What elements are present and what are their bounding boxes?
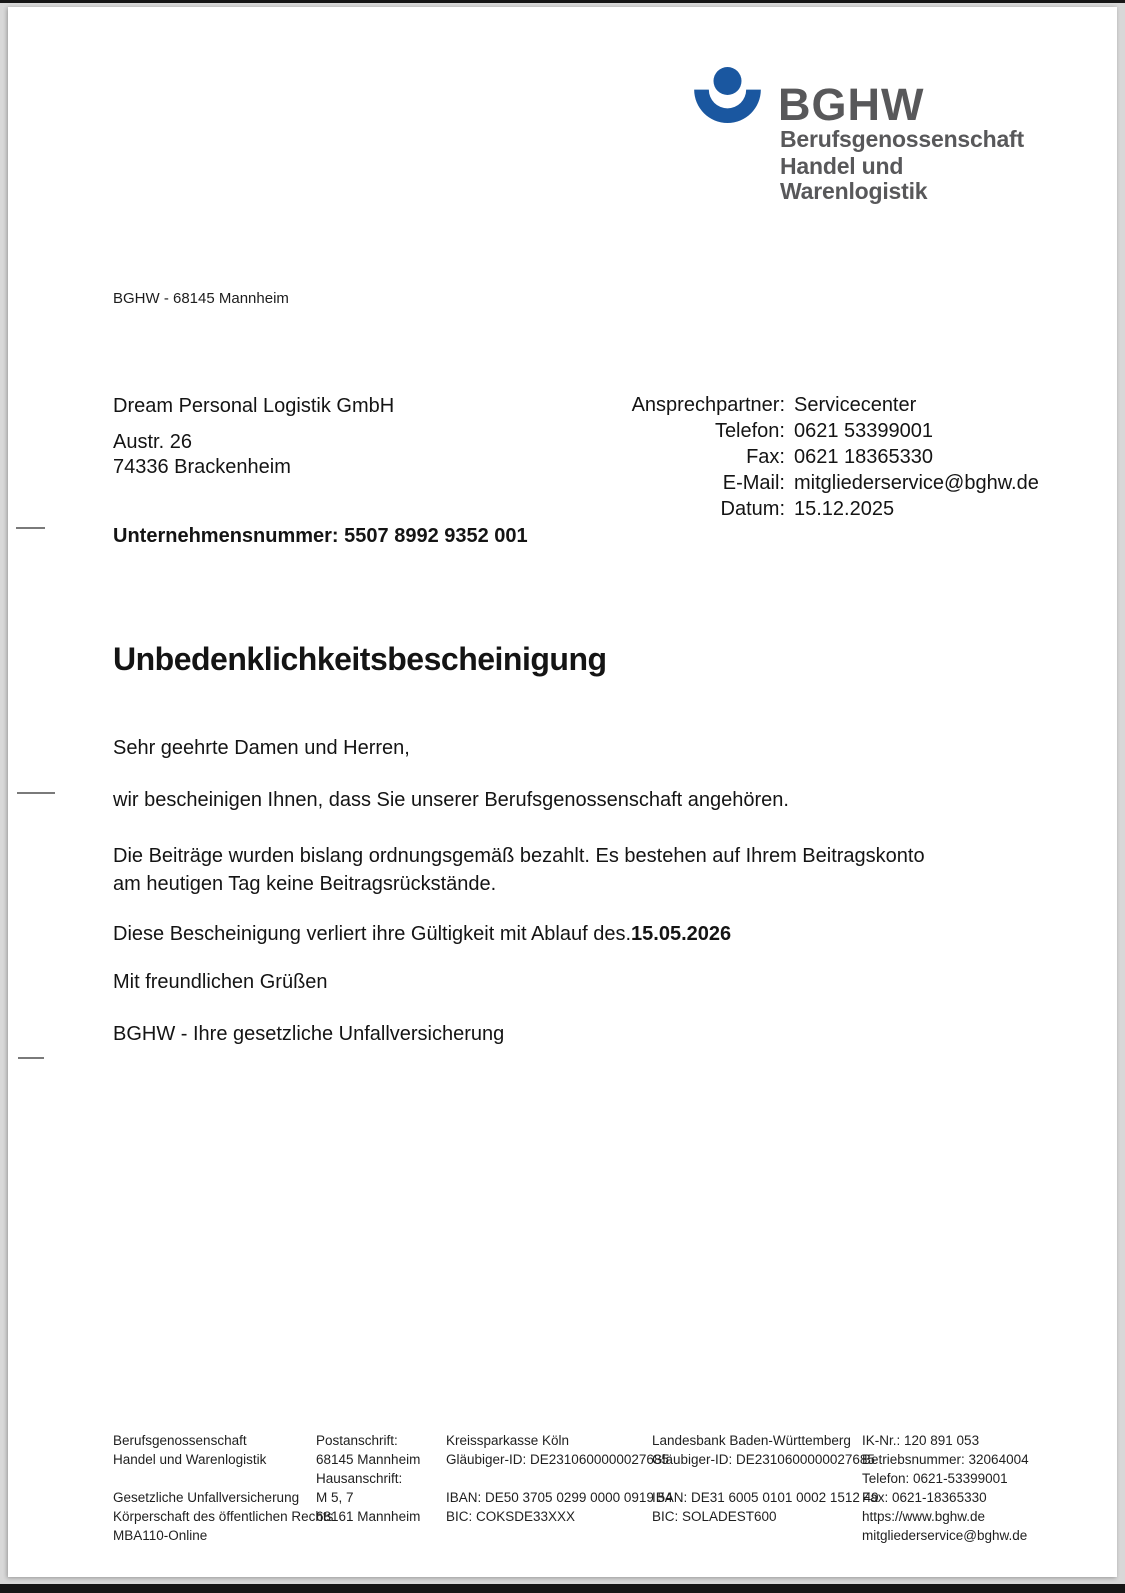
footer-line: Hausanschrift: <box>316 1471 403 1486</box>
contact-row <box>548 496 1028 522</box>
body-paragraph-2 <box>113 842 925 898</box>
top-black-bar <box>0 0 1125 3</box>
footer-line: Gläubiger-ID: DE2310600000027685 <box>652 1452 875 1467</box>
fold-mark-bottom <box>18 1057 44 1059</box>
footer-line: Gläubiger-ID: DE2310600000027685 <box>446 1452 669 1467</box>
footer-line: Berufsgenossenschaft <box>113 1433 247 1448</box>
contact-label-fax: Fax: <box>746 446 785 468</box>
company-number: Unternehmensnummer: 5507 8992 9352 001 <box>113 525 528 547</box>
logo-subtitle-line1: Berufsgenossenschaft <box>780 126 1024 152</box>
recipient-name: Dream Personal Logistik GmbH <box>113 395 395 417</box>
contact-value-fax: 0621 18365330 <box>794 446 934 468</box>
footer-line: IBAN: DE31 6005 0101 0002 1512 49 <box>652 1490 879 1505</box>
document-page <box>8 7 1117 1577</box>
footer-col-bank-1 <box>446 1431 673 1526</box>
footer-line <box>652 1469 879 1488</box>
contact-row <box>548 470 1039 496</box>
logo-subtitle-line2: Handel und Warenlogistik <box>780 153 928 204</box>
footer-line: 68145 Mannheim <box>316 1452 421 1467</box>
contact-label-ansprechpartner: Ansprechpartner: <box>631 394 785 416</box>
footer-line: BIC: SOLADEST600 <box>652 1509 777 1524</box>
footer-line: Landesbank Baden-Württemberg <box>652 1433 851 1448</box>
footer-line: Körperschaft des öffentlichen Rechts <box>113 1509 334 1524</box>
validity-date: 15.05.2026 <box>631 923 732 945</box>
sender-line: BGHW - 68145 Mannheim <box>113 290 289 307</box>
contact-label-telefon: Telefon: <box>714 420 785 442</box>
contact-value-datum: 15.12.2025 <box>794 498 895 520</box>
letter-title: Unbedenklichkeitsbescheinigung <box>113 641 607 677</box>
footer-line: Telefon: 0621-53399001 <box>862 1471 1008 1486</box>
footer-line <box>446 1469 673 1488</box>
contact-label-datum: Datum: <box>720 498 785 520</box>
footer-line: IK-Nr.: 120 891 053 <box>862 1433 980 1448</box>
footer-line: Gesetzliche Unfallversicherung <box>113 1490 300 1505</box>
contact-block <box>548 392 1039 522</box>
body-paragraph-2-line2: am heutigen Tag keine Beitragsrückstände. <box>113 873 497 895</box>
footer-line: M 5, 7 <box>316 1490 354 1505</box>
contact-label-email: E-Mail: <box>722 472 785 494</box>
footer-col-organisation <box>113 1431 333 1545</box>
closing: Mit freundlichen Grüßen <box>113 971 328 993</box>
recipient-address <box>113 430 291 480</box>
contact-row <box>548 444 1028 470</box>
contact-value-telefon: 0621 53399001 <box>794 420 934 442</box>
signature-line: BGHW - Ihre gesetzliche Unfallversicherung <box>113 1023 505 1045</box>
footer-line: Kreissparkasse Köln <box>446 1433 570 1448</box>
salutation: Sehr geehrte Damen und Herren, <box>113 737 410 759</box>
body-paragraph-2-line1: Die Beiträge wurden bislang ordnungsgemäß bezahlt. Es bestehen auf Ihrem Beitragskonto <box>113 845 925 867</box>
footer-line: IBAN: DE50 3705 0299 0000 0919 54 <box>446 1490 673 1505</box>
footer-line: Betriebsnummer: 32064004 <box>862 1452 1029 1467</box>
body-paragraph-1: wir bescheinigen Ihnen, dass Sie unserer Berufsgenossenschaft angehören. <box>113 789 789 811</box>
bottom-black-bar <box>0 1584 1125 1593</box>
footer-line: Handel und Warenlogistik <box>113 1452 267 1467</box>
recipient-street: Austr. 26 <box>113 431 192 453</box>
footer-line: 68161 Mannheim <box>316 1509 421 1524</box>
footer-col-addresses <box>316 1431 420 1526</box>
contact-value-email: mitgliederservice@bghw.de <box>794 472 1039 494</box>
punch-mark <box>17 792 55 794</box>
footer-line: Postanschrift: <box>316 1433 398 1448</box>
validity-paragraph <box>113 923 731 946</box>
logo-acronym: BGHW <box>778 79 925 130</box>
footer-col-ids-contact <box>862 1431 1029 1545</box>
footer-line <box>113 1469 333 1488</box>
fold-mark-top <box>16 527 45 529</box>
bghw-logo <box>693 65 1033 204</box>
footer-line: BIC: COKSDE33XXX <box>446 1509 576 1524</box>
footer-line: MBA110-Online <box>113 1528 208 1543</box>
footer-line: https://www.bghw.de <box>862 1509 986 1524</box>
recipient-city: 74336 Brackenheim <box>113 456 291 478</box>
footer-line: Fax: 0621-18365330 <box>862 1490 987 1505</box>
footer-line: mitgliederservice@bghw.de <box>862 1528 1028 1543</box>
validity-text: Diese Bescheinigung verliert ihre Gültigkeit mit Ablauf des. <box>113 923 632 945</box>
bg-person-under-arc-icon <box>693 67 762 123</box>
contact-value-ansprechpartner: Servicecenter <box>794 394 917 416</box>
contact-row <box>548 418 1028 444</box>
footer-col-bank-2 <box>652 1431 879 1526</box>
contact-row <box>548 392 1028 418</box>
